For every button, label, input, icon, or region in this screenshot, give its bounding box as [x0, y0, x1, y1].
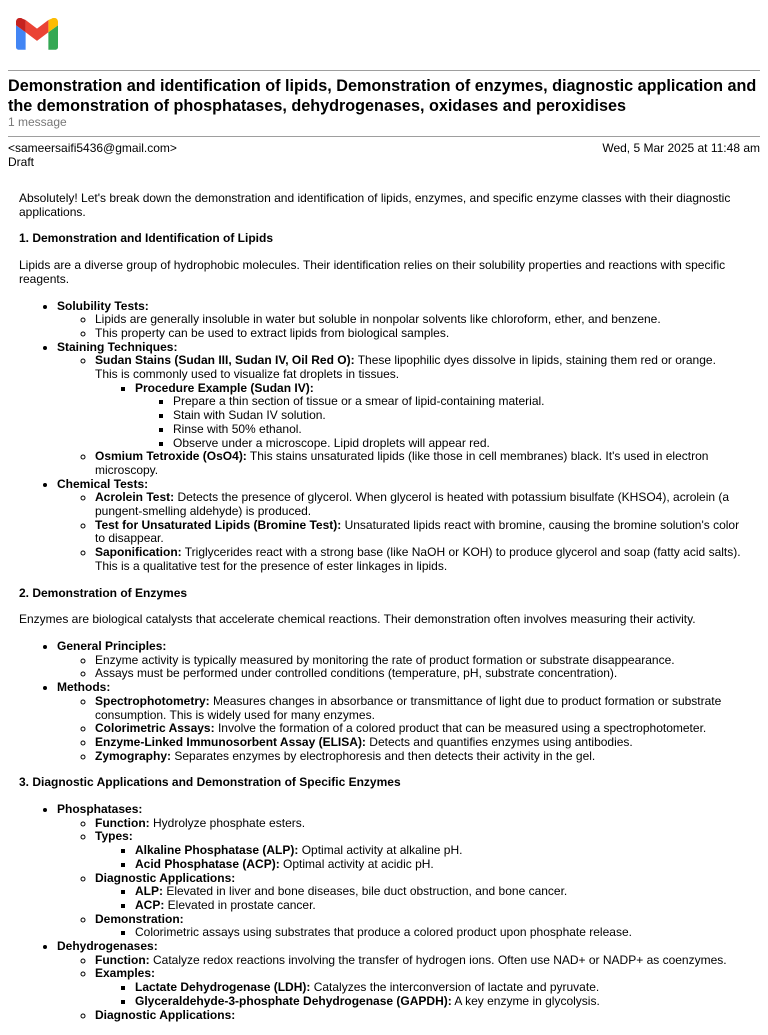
email-subject: Demonstration and identification of lipids, Demonstration of enzymes, diagnostic application and the demonstration of phosphatases, dehydrogenases, oxidases and peroxidises	[8, 77, 757, 115]
item-label: Function:	[95, 952, 150, 967]
item-label: Osmium Tetroxide (OsO4):	[95, 449, 247, 464]
item-text: Separates enzymes by electrophoresis and then detects their activity in the gel.	[171, 748, 596, 763]
list-item	[95, 491, 741, 518]
list-item: ▪ Stain with Sudan IV solution.	[173, 409, 741, 423]
list-item: ▪ Rinse with 50% ethanol.	[173, 423, 741, 437]
list-item	[95, 872, 741, 913]
section-heading-diagnostics: 3. Diagnostic Applications and Demonstration of Specific Enzymes	[19, 775, 401, 790]
item-label: General Principles:	[57, 638, 167, 653]
item-label: Types:	[95, 829, 133, 844]
item-label: Dehydrogenases:	[57, 939, 158, 954]
list-item	[95, 967, 741, 1008]
item-label: Zymography:	[95, 748, 172, 763]
item-label: Procedure Example (Sudan IV):	[135, 380, 314, 395]
list-item	[95, 519, 741, 546]
item-label: Function:	[95, 815, 150, 830]
item-label: Phosphatases:	[57, 802, 143, 817]
list-item	[95, 695, 741, 722]
item-text: Elevated in prostate cancer.	[164, 897, 316, 912]
list-item: ◦ Enzyme activity is typically measured by monitoring the rate of product formation or substrate disappearance.	[95, 654, 741, 668]
item-label: Glyceraldehyde-3-phosphate Dehydrogenase (GAPDH):	[135, 993, 452, 1008]
item-text: A key enzyme in glycolysis.	[451, 993, 600, 1008]
list-item	[57, 681, 741, 763]
list-item	[135, 858, 741, 872]
section-heading-enzymes: 2. Demonstration of Enzymes	[19, 585, 188, 600]
list-item	[95, 954, 741, 968]
item-label: Sudan Stains (Sudan III, Sudan IV, Oil Red O):	[95, 353, 355, 368]
item-text: Unsaturated lipids react with bromine, causing the bromine solution's color to disappear.	[95, 517, 740, 546]
item-label: Diagnostic Applications:	[95, 870, 236, 885]
item-label: Acrolein Test:	[95, 490, 175, 505]
item-label: Test for Unsaturated Lipids (Bromine Test):	[95, 517, 342, 532]
item-label: Spectrophotometry:	[95, 693, 210, 708]
list-item	[57, 640, 741, 681]
gmail-logo-icon	[16, 18, 58, 50]
item-text: These lipophilic dyes dissolve in lipids, staining them red or orange. This is commonly used to visualize fat droplets in tissues.	[95, 353, 716, 382]
item-text: Detects the presence of glycerol. When glycerol is heated with potassium bisulfate (KHSO4), acrolein (a pungent-smelling aldehyde) is produced.	[95, 490, 730, 519]
list-item: ▪ Colorimetric assays using substrates that produce a colored product upon phosphate release.	[135, 926, 741, 940]
list-item	[95, 750, 741, 764]
list-item	[135, 981, 741, 995]
list-item	[57, 478, 741, 574]
lipids-list	[19, 300, 741, 574]
list-item	[57, 341, 741, 478]
section-heading-lipids: 1. Demonstration and Identification of Lipids	[19, 231, 274, 246]
list-item: ◦ Lipids are generally insoluble in water but soluble in nonpolar solvents like chloroform, ether, and benzene.	[95, 313, 741, 327]
item-label: ALP:	[135, 884, 163, 899]
list-item	[135, 382, 741, 451]
list-item	[95, 830, 741, 871]
item-text: Detects and quantifies enzymes using antibodies.	[365, 734, 633, 749]
list-item: ▪ Observe under a microscope. Lipid droplets will appear red.	[173, 437, 741, 451]
list-item	[95, 817, 741, 831]
header-divider-top	[8, 70, 760, 71]
list-item	[135, 995, 741, 1009]
list-item	[95, 1009, 741, 1023]
item-label: Colorimetric Assays:	[95, 721, 215, 736]
item-label: Solubility Tests:	[57, 298, 149, 313]
list-item	[135, 899, 741, 913]
intro-paragraph: Absolutely! Let's break down the demonstration and identification of lipids, enzymes, and specific enzyme classes with their diagnostic applications.	[19, 191, 731, 219]
list-item	[57, 300, 741, 341]
list-item: ▪ Prepare a thin section of tissue or a smear of lipid-containing material.	[173, 395, 741, 409]
list-item	[95, 354, 741, 450]
item-text: This stains unsaturated lipids (like those in cell membranes) black. It's used in electron microscopy.	[95, 449, 709, 477]
enzymes-intro: Enzymes are biological catalysts that accelerate chemical reactions. Their demonstration often involves measuring their activity.	[19, 612, 696, 627]
list-item	[57, 940, 741, 1022]
item-text: Measures changes in absorbance or transmittance of light due to product formation or substrate consumption. This is widely used for many enzymes.	[95, 693, 722, 722]
item-label: ACP:	[135, 897, 165, 912]
item-text: Optimal activity at acidic pH.	[279, 856, 434, 871]
message-date: Wed, 5 Mar 2025 at 11:48 am	[602, 141, 760, 155]
list-item: ◦ This property can be used to extract lipids from biological samples.	[95, 327, 741, 341]
draft-status: Draft	[8, 155, 35, 169]
item-label: Methods:	[57, 680, 111, 695]
list-item	[95, 913, 741, 940]
item-text: Triglycerides react with a strong base (like NaOH or KOH) to produce glycerol and soap (fatty acid salts). This is a qualitative test for the presence of ester linkages in lipids.	[95, 545, 741, 573]
item-text: Involve the formation of a colored product that can be measured using a spectrophotometer.	[214, 721, 707, 736]
list-item	[95, 450, 741, 477]
diagnostics-list	[19, 803, 741, 1022]
email-body	[19, 192, 741, 1035]
item-text: Catalyze redox reactions involving the transfer of hydrogen ions. Often use NAD+ or NADP+ as coenzymes.	[149, 952, 727, 967]
enzymes-list	[19, 640, 741, 763]
lipids-intro: Lipids are a diverse group of hydrophobic molecules. Their identification relies on their solubility properties and reactions with specific reagents.	[19, 258, 726, 286]
header-divider-bottom	[8, 136, 760, 137]
item-label: Acid Phosphatase (ACP):	[135, 856, 280, 871]
list-item	[135, 844, 741, 858]
item-label: Staining Techniques:	[57, 339, 178, 354]
message-count: 1 message	[8, 115, 67, 129]
list-item: ◦ Assays must be performed under controlled conditions (temperature, pH, substrate concentration).	[95, 667, 741, 681]
item-label: Diagnostic Applications:	[95, 1007, 236, 1022]
list-item	[57, 803, 741, 940]
item-label: Chemical Tests:	[57, 476, 149, 491]
list-item	[95, 546, 741, 573]
item-label: Alkaline Phosphatase (ALP):	[135, 843, 299, 858]
list-item	[135, 885, 741, 899]
item-label: Lactate Dehydrogenase (LDH):	[135, 980, 311, 995]
list-item	[95, 722, 741, 736]
item-text: Hydrolyze phosphate esters.	[149, 815, 306, 830]
item-text: Optimal activity at alkaline pH.	[298, 843, 463, 858]
item-label: Enzyme-Linked Immunosorbent Assay (ELISA):	[95, 734, 366, 749]
list-item	[95, 736, 741, 750]
item-label: Saponification:	[95, 545, 182, 560]
sender-address: <sameersaifi5436@gmail.com>	[8, 141, 177, 155]
item-label: Examples:	[95, 966, 156, 981]
item-text: Elevated in liver and bone diseases, bile duct obstruction, and bone cancer.	[163, 884, 568, 899]
item-text: Catalyzes the interconversion of lactate and pyruvate.	[310, 980, 600, 995]
item-label: Demonstration:	[95, 911, 184, 926]
